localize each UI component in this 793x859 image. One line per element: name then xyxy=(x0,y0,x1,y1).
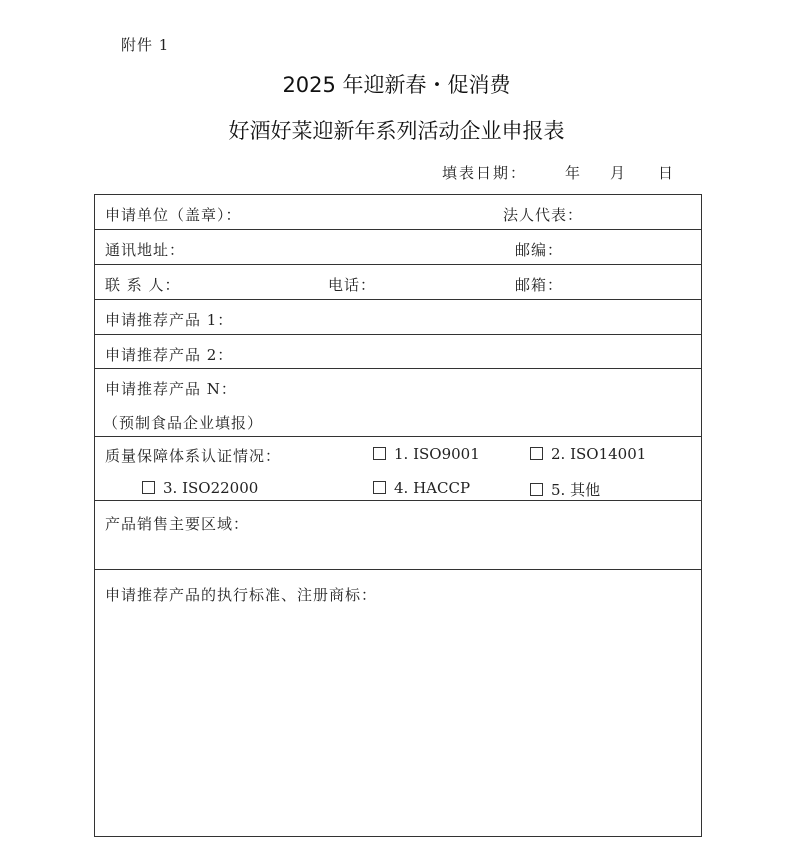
row-productN xyxy=(95,369,701,437)
product1-field[interactable]: 申请推荐产品 1： xyxy=(105,311,234,329)
row-address xyxy=(95,230,701,265)
cert-option-iso22000[interactable]: 3. ISO22000 xyxy=(142,479,258,497)
standards-field[interactable]: 申请推荐产品的执行标准、注册商标： xyxy=(105,586,378,604)
cert-option-haccp[interactable]: 4. HACCP xyxy=(373,479,470,497)
checkbox-icon[interactable] xyxy=(530,447,543,460)
page-title: 2025 年迎新春・促消费 xyxy=(282,73,511,97)
checkbox-icon[interactable] xyxy=(530,483,543,496)
contact-field[interactable]: 联 系 人： xyxy=(105,276,181,294)
row-sales-region xyxy=(95,501,701,570)
fill-date-year: 年 xyxy=(565,164,583,182)
quality-cert-label: 质量保障体系认证情况： xyxy=(105,447,282,465)
checkbox-icon[interactable] xyxy=(373,481,386,494)
annex-label: 附件 1 xyxy=(121,36,170,54)
applicant-unit-field[interactable]: 申请单位（盖章）： xyxy=(105,206,242,224)
checkbox-icon[interactable] xyxy=(373,447,386,460)
page-subtitle: 好酒好菜迎新年系列活动企业申报表 xyxy=(228,119,565,143)
cert-option-other[interactable]: 5. 其他 xyxy=(530,479,600,500)
row-contact xyxy=(95,265,701,300)
postcode-field[interactable]: 邮编： xyxy=(515,241,564,259)
productN-field[interactable]: 申请推荐产品 N： xyxy=(105,380,237,398)
row-product1 xyxy=(95,300,701,335)
fill-date-month: 月 xyxy=(610,164,628,182)
fill-date-day: 日 xyxy=(658,164,676,182)
checkbox-icon[interactable] xyxy=(142,481,155,494)
cert-option-iso14001[interactable]: 2. ISO14001 xyxy=(530,445,646,463)
fill-date-label: 填表日期： xyxy=(442,164,528,182)
row-applicant xyxy=(95,195,701,230)
row-product2 xyxy=(95,335,701,369)
product2-field[interactable]: 申请推荐产品 2： xyxy=(105,346,234,364)
prepared-food-note: （预制食品企业填报） xyxy=(103,414,264,432)
email-field[interactable]: 邮箱： xyxy=(515,276,564,294)
sales-region-field[interactable]: 产品销售主要区域： xyxy=(105,515,250,533)
application-form xyxy=(94,194,702,837)
cert-option-iso9001[interactable]: 1. ISO9001 xyxy=(373,445,480,463)
legal-rep-field[interactable]: 法人代表： xyxy=(503,206,584,224)
phone-field[interactable]: 电话： xyxy=(328,276,377,294)
address-field[interactable]: 通讯地址： xyxy=(105,241,186,259)
row-standards xyxy=(95,570,701,836)
row-quality-cert xyxy=(95,437,701,501)
